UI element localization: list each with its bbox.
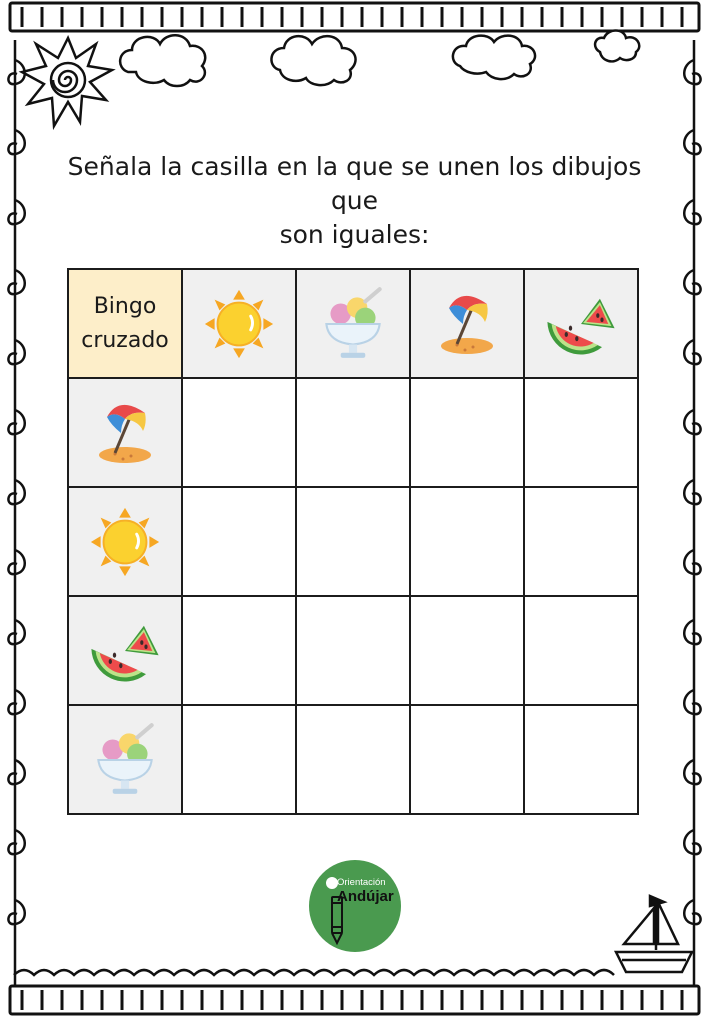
answer-cell[interactable] (524, 596, 638, 705)
grid-row-sun (68, 487, 638, 596)
sun-icon (86, 503, 164, 581)
left-loop-border (8, 40, 24, 985)
top-fence-border (10, 3, 699, 31)
grid-row-ice-cream (68, 705, 638, 814)
answer-cell[interactable] (182, 487, 296, 596)
instruction-line-1: Señala la casilla en la que se unen los dibujos que (67, 152, 642, 215)
bingo-grid (67, 268, 639, 815)
sailboat-drawing-icon (616, 896, 692, 972)
answer-cell[interactable] (410, 596, 524, 705)
orientacion-andujar-logo (308, 859, 402, 953)
right-loop-border (684, 40, 700, 985)
beach-umbrella-icon (85, 393, 165, 473)
corner-label-line-1: Bingo (93, 293, 157, 319)
answer-cell[interactable] (524, 378, 638, 487)
answer-cell[interactable] (410, 487, 524, 596)
row-header-sun (68, 487, 182, 596)
logo-text-orientacion: Orientación (337, 877, 386, 888)
ice-cream-icon (84, 719, 166, 801)
row-header-ice-cream (68, 705, 182, 814)
answer-cell[interactable] (524, 487, 638, 596)
answer-cell[interactable] (296, 705, 410, 814)
cloud-drawing-icon (120, 31, 639, 87)
corner-label-line-2: cruzado (81, 327, 169, 353)
answer-cell[interactable] (524, 705, 638, 814)
answer-cell[interactable] (296, 378, 410, 487)
column-header-watermelon (524, 269, 638, 378)
sun-drawing-icon (22, 38, 112, 126)
answer-cell[interactable] (410, 378, 524, 487)
row-header-beach-umbrella (68, 378, 182, 487)
instruction-line-2: son iguales: (279, 220, 430, 249)
answer-cell[interactable] (182, 705, 296, 814)
answer-cell[interactable] (182, 378, 296, 487)
column-header-sun (182, 269, 296, 378)
ice-cream-icon (312, 283, 394, 365)
bottom-fence-border (10, 970, 699, 1014)
column-header-ice-cream (296, 269, 410, 378)
sun-icon (200, 285, 278, 363)
header-row (68, 269, 638, 378)
logo-text-andujar: Andújar (337, 888, 394, 905)
answer-cell[interactable] (182, 596, 296, 705)
grid-row-watermelon (68, 596, 638, 705)
watermelon-icon (539, 282, 623, 366)
answer-cell[interactable] (296, 487, 410, 596)
beach-umbrella-icon (427, 284, 507, 364)
answer-cell[interactable] (410, 705, 524, 814)
column-header-beach-umbrella (410, 269, 524, 378)
answer-cell[interactable] (296, 596, 410, 705)
instruction-text (55, 150, 654, 252)
corner-cell (68, 269, 182, 378)
row-header-watermelon (68, 596, 182, 705)
watermelon-icon (83, 609, 167, 693)
grid-row-beach-umbrella (68, 378, 638, 487)
